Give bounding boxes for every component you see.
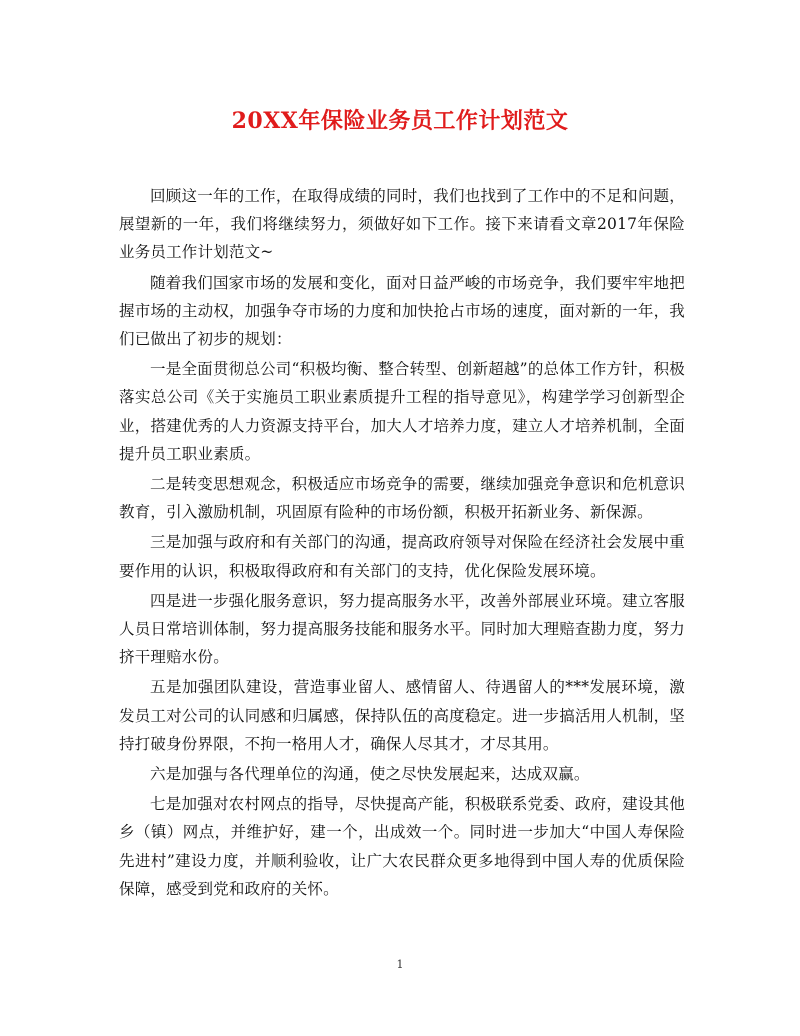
paragraph-7: 五是加强团队建设，营造事业留人、感情留人、待遇留人的***发展环境，激发员工对公司的认同感和归属感，保持队伍的高度稳定。进一步搞活用人机制，坚持打破身份界限，不拘一格用人才，确保人尽其才，才尽其用。: [119, 678, 685, 753]
paragraph-4: 二是转变思想观念，积极适应市场竞争的需要，继续加强竞争意识和危机意识教育，引入激励机制，巩固原有险种的市场份额，积极开拓新业务、新保源。: [119, 475, 685, 522]
paragraph-8: 六是加强与各代理单位的沟通，使之尽快发展起来，达成双赢。: [150, 765, 590, 784]
document-title: 20XX年保险业务员工作计划范文: [231, 108, 569, 134]
paragraph-9: 七是加强对农村网点的指导，尽快提高产能，积极联系党委、政府，建设其他乡（镇）网点，并维护好，建一个，出成效一个。同时进一步加大“中国人寿保险先进村”建设力度，并顺利验收，让广大农民群众更多地得到中国人寿的优质保险保障，感受到党和政府的关怀。: [119, 795, 685, 898]
document-body: [119, 182, 685, 905]
paragraph-1: 回顾这一年的工作，在取得成绩的同时，我们也找到了工作中的不足和问题，展望新的一年，我们将继续努力，须做好如下工作。接下来请看文章2017年保险业务员工作计划范文~: [119, 187, 685, 262]
paragraph-6: 四是进一步强化服务意识，努力提高服务水平，改善外部展业环境。建立客服人员日常培训体制，努力提高服务技能和服务水平。同时加大理赔查勘力度，努力挤干理赔水份。: [119, 591, 685, 667]
paragraph-3: 一是全面贯彻总公司“积极均衡、整合转型、创新超越”的总体工作方针，积极落实总公司《关于实施员工职业素质提升工程的指导意见》，构建学学习创新型企业，搭建优秀的人力资源支持平台，加大人才培养力度，建立人才培养机制，全面提升员工职业素质。: [119, 360, 685, 463]
paragraph-5: 三是加强与政府和有关部门的沟通，提高政府领导对保险在经济社会发展中重要作用的认识，积极取得政府和有关部门的支持，优化保险发展环境。: [119, 533, 685, 580]
page-number: 1: [396, 958, 404, 971]
paragraph-2: 随着我们国家市场的发展和变化，面对日益严峻的市场竞争，我们要牢牢地把握市场的主动权，加强争夺市场的力度和加快抢占市场的速度，面对新的一年，我们已做出了初步的规划：: [119, 273, 685, 349]
